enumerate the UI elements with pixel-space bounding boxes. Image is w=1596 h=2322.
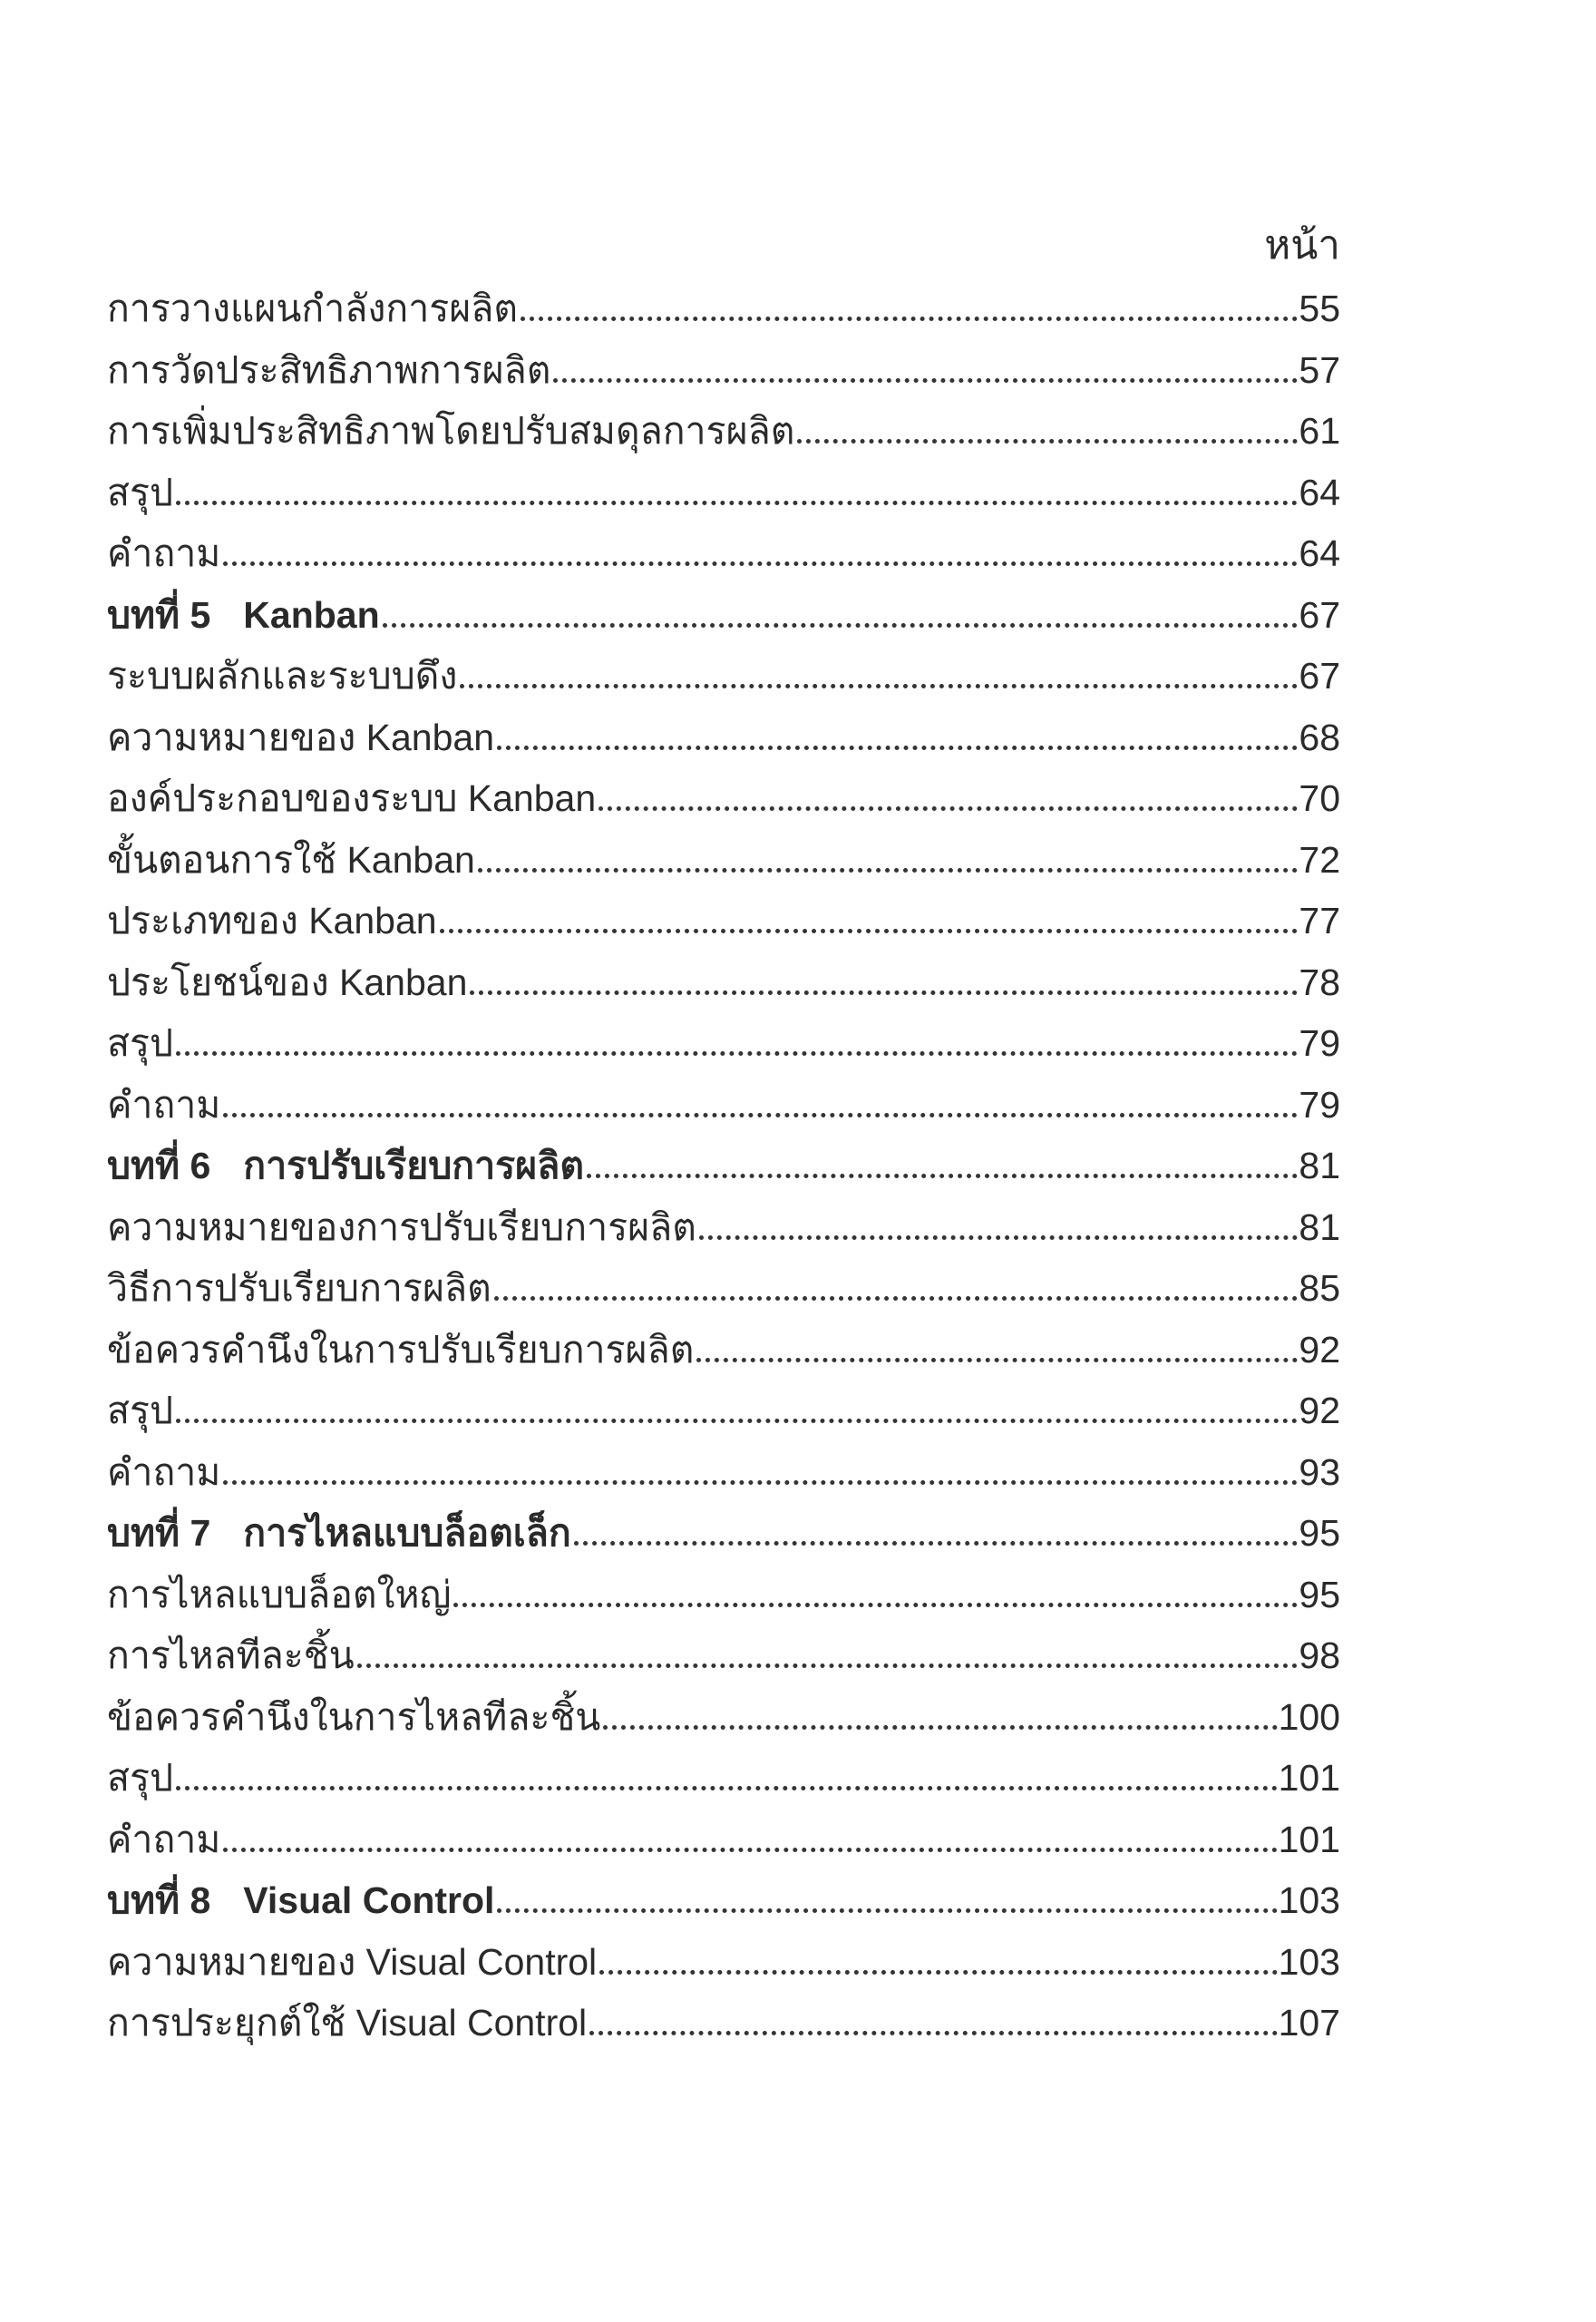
page-column-header: หน้า [1264, 223, 1340, 268]
toc-entry [107, 1136, 1340, 1197]
toc-entry [107, 1013, 1340, 1075]
toc-entry-page-number: 78 [1299, 961, 1340, 1003]
toc-entry-page-number: 101 [1278, 1757, 1340, 1799]
dot-leader [223, 561, 1298, 566]
toc-entry-page-number: 79 [1299, 1083, 1340, 1126]
dot-leader [574, 1541, 1299, 1546]
dot-leader [223, 1113, 1298, 1117]
toc-entry [107, 1687, 1340, 1749]
toc-entry-page-number: 64 [1299, 532, 1340, 574]
toc-entry-title: ข้อควรคำนึงในการไหลทีละชิ้น [107, 1695, 601, 1738]
dot-leader [598, 806, 1298, 811]
toc-entry-title: Kanban [243, 593, 380, 636]
dot-leader [357, 1663, 1299, 1668]
toc-entry-title: การไหลทีละชิ้น [107, 1634, 355, 1676]
toc-entry [107, 401, 1340, 463]
toc-entry [107, 891, 1340, 952]
toc-entry-page-number: 70 [1299, 777, 1340, 819]
toc-entry-title: คำถาม [107, 532, 221, 574]
toc-entry-chapter-label: บทที่ 5 [107, 593, 211, 636]
toc-entry-title: ความหมายของ Visual Control [107, 1940, 598, 1983]
toc-entry-title: ความหมายของการปรับเรียบการผลิต [107, 1205, 696, 1248]
toc-entry-page-number: 77 [1299, 900, 1340, 941]
toc-entry-title: คำถาม [107, 1818, 221, 1860]
dot-leader [699, 1235, 1298, 1240]
toc-entry-title: ขั้นตอนการใช้ Kanban [107, 838, 475, 881]
toc-entry [107, 1625, 1340, 1687]
dot-leader [176, 501, 1298, 505]
toc-entry-title: องค์ประกอบของระบบ Kanban [107, 777, 597, 819]
dot-leader [453, 1603, 1298, 1607]
toc-entry-title: Visual Control [243, 1879, 495, 1921]
toc-entry [107, 523, 1340, 585]
toc-entry-title: ข้อควรคำนึงในการปรับเรียบการผลิต [107, 1328, 695, 1371]
toc-entry [107, 1075, 1340, 1137]
toc-entry-title: ระบบผลักและระบบดึง [107, 655, 458, 697]
toc-entry-title: ประโยชน์ของ Kanban [107, 961, 468, 1003]
dot-leader [470, 990, 1298, 995]
dot-leader [589, 2031, 1277, 2035]
toc-entry [107, 1748, 1340, 1810]
toc-entry [107, 463, 1340, 524]
dot-leader [460, 684, 1298, 688]
dot-leader [553, 378, 1298, 383]
toc-entry-title: สรุป [107, 1022, 174, 1064]
dot-leader [696, 1358, 1298, 1362]
dot-leader [587, 1174, 1298, 1178]
toc-entry-page-number: 95 [1299, 1512, 1340, 1554]
toc-entry-title: การวัดประสิทธิภาพการผลิต [107, 348, 551, 391]
toc-entry-page-number: 64 [1299, 471, 1340, 513]
toc-entry-page-number: 79 [1299, 1022, 1340, 1064]
toc-entry-title: การเพิ่มประสิทธิภาพโดยปรับสมดุลการผลิต [107, 410, 795, 452]
toc-entry [107, 1442, 1340, 1504]
toc-entry-page-number: 103 [1278, 1879, 1340, 1921]
toc-entry [107, 1870, 1340, 1932]
dot-leader [223, 1480, 1298, 1485]
toc-entry [107, 1320, 1340, 1381]
toc-entry [107, 1381, 1340, 1442]
toc-list [107, 278, 1340, 2054]
dot-leader [599, 1970, 1277, 1975]
dot-leader [440, 929, 1299, 933]
toc-entry-title: การไหลแบบล็อตใหญ่ [107, 1573, 452, 1615]
toc-entry-title: คำถาม [107, 1450, 221, 1493]
toc-entry-chapter-label: บทที่ 8 [107, 1879, 211, 1921]
toc-entry-page-number: 72 [1299, 838, 1340, 881]
toc-entry [107, 340, 1340, 402]
toc-entry-page-number: 57 [1299, 348, 1340, 391]
toc-entry [107, 1258, 1340, 1320]
dot-leader [603, 1725, 1277, 1730]
toc-entry-page-number: 67 [1299, 655, 1340, 697]
toc-entry-title: การปรับเรียบการผลิต [243, 1145, 584, 1186]
toc-entry [107, 952, 1340, 1014]
toc-entry-page-number: 93 [1299, 1450, 1340, 1493]
toc-entry-title: สรุป [107, 1390, 174, 1431]
toc-entry-title: ประเภทของ Kanban [107, 900, 437, 941]
toc-entry-page-number: 55 [1299, 288, 1340, 329]
toc-entry-chapter-label: บทที่ 6 [107, 1145, 211, 1186]
toc-entry-title: วิธีการปรับเรียบการผลิต [107, 1267, 491, 1309]
toc-entry-page-number: 67 [1299, 593, 1340, 636]
toc-entry [107, 1932, 1340, 1994]
toc-entry [107, 1993, 1340, 2054]
toc-entry-page-number: 107 [1278, 2002, 1340, 2044]
toc-entry-title: การวางแผนกำลังการผลิต [107, 288, 519, 329]
toc-entry-page-number: 100 [1278, 1695, 1340, 1738]
toc-entry [107, 1810, 1340, 1871]
toc-entry-page-number: 68 [1299, 716, 1340, 758]
toc-content [107, 0, 1340, 2054]
toc-entry [107, 707, 1340, 769]
toc-entry [107, 646, 1340, 707]
toc-entry [107, 830, 1340, 892]
dot-leader [497, 746, 1298, 750]
dot-leader [521, 317, 1298, 321]
toc-entry [107, 278, 1340, 340]
toc-entry-title: สรุป [107, 1757, 174, 1799]
toc-entry-title: การประยุกต์ใช้ Visual Control [107, 2002, 588, 2044]
toc-entry-page-number: 92 [1299, 1328, 1340, 1371]
dot-leader [176, 1786, 1278, 1790]
toc-entry-title: การไหลแบบล็อตเล็ก [243, 1512, 571, 1554]
toc-entry-page-number: 103 [1278, 1940, 1340, 1983]
toc-entry [107, 1197, 1340, 1259]
toc-entry-page-number: 101 [1278, 1818, 1340, 1860]
toc-entry [107, 1565, 1340, 1626]
toc-entry-title: สรุป [107, 471, 174, 513]
dot-leader [176, 1051, 1298, 1056]
toc-entry [107, 768, 1340, 830]
dot-leader [497, 1908, 1277, 1913]
toc-entry-page-number: 92 [1299, 1390, 1340, 1431]
dot-leader [494, 1296, 1299, 1301]
dot-leader [478, 868, 1299, 873]
toc-entry-title: คำถาม [107, 1083, 221, 1126]
toc-entry-page-number: 61 [1299, 410, 1340, 452]
dot-leader [176, 1419, 1298, 1423]
toc-entry [107, 1503, 1340, 1565]
toc-entry-page-number: 81 [1299, 1145, 1340, 1186]
toc-entry-chapter-label: บทที่ 7 [107, 1512, 211, 1554]
dot-leader [223, 1848, 1277, 1852]
toc-entry-page-number: 85 [1299, 1267, 1340, 1309]
toc-entry [107, 585, 1340, 647]
toc-entry-title: ความหมายของ Kanban [107, 716, 495, 758]
toc-entry-page-number: 98 [1299, 1634, 1340, 1676]
dot-leader [797, 439, 1298, 444]
toc-entry-page-number: 95 [1299, 1573, 1340, 1615]
dot-leader [383, 623, 1299, 628]
toc-entry-page-number: 81 [1299, 1205, 1340, 1248]
